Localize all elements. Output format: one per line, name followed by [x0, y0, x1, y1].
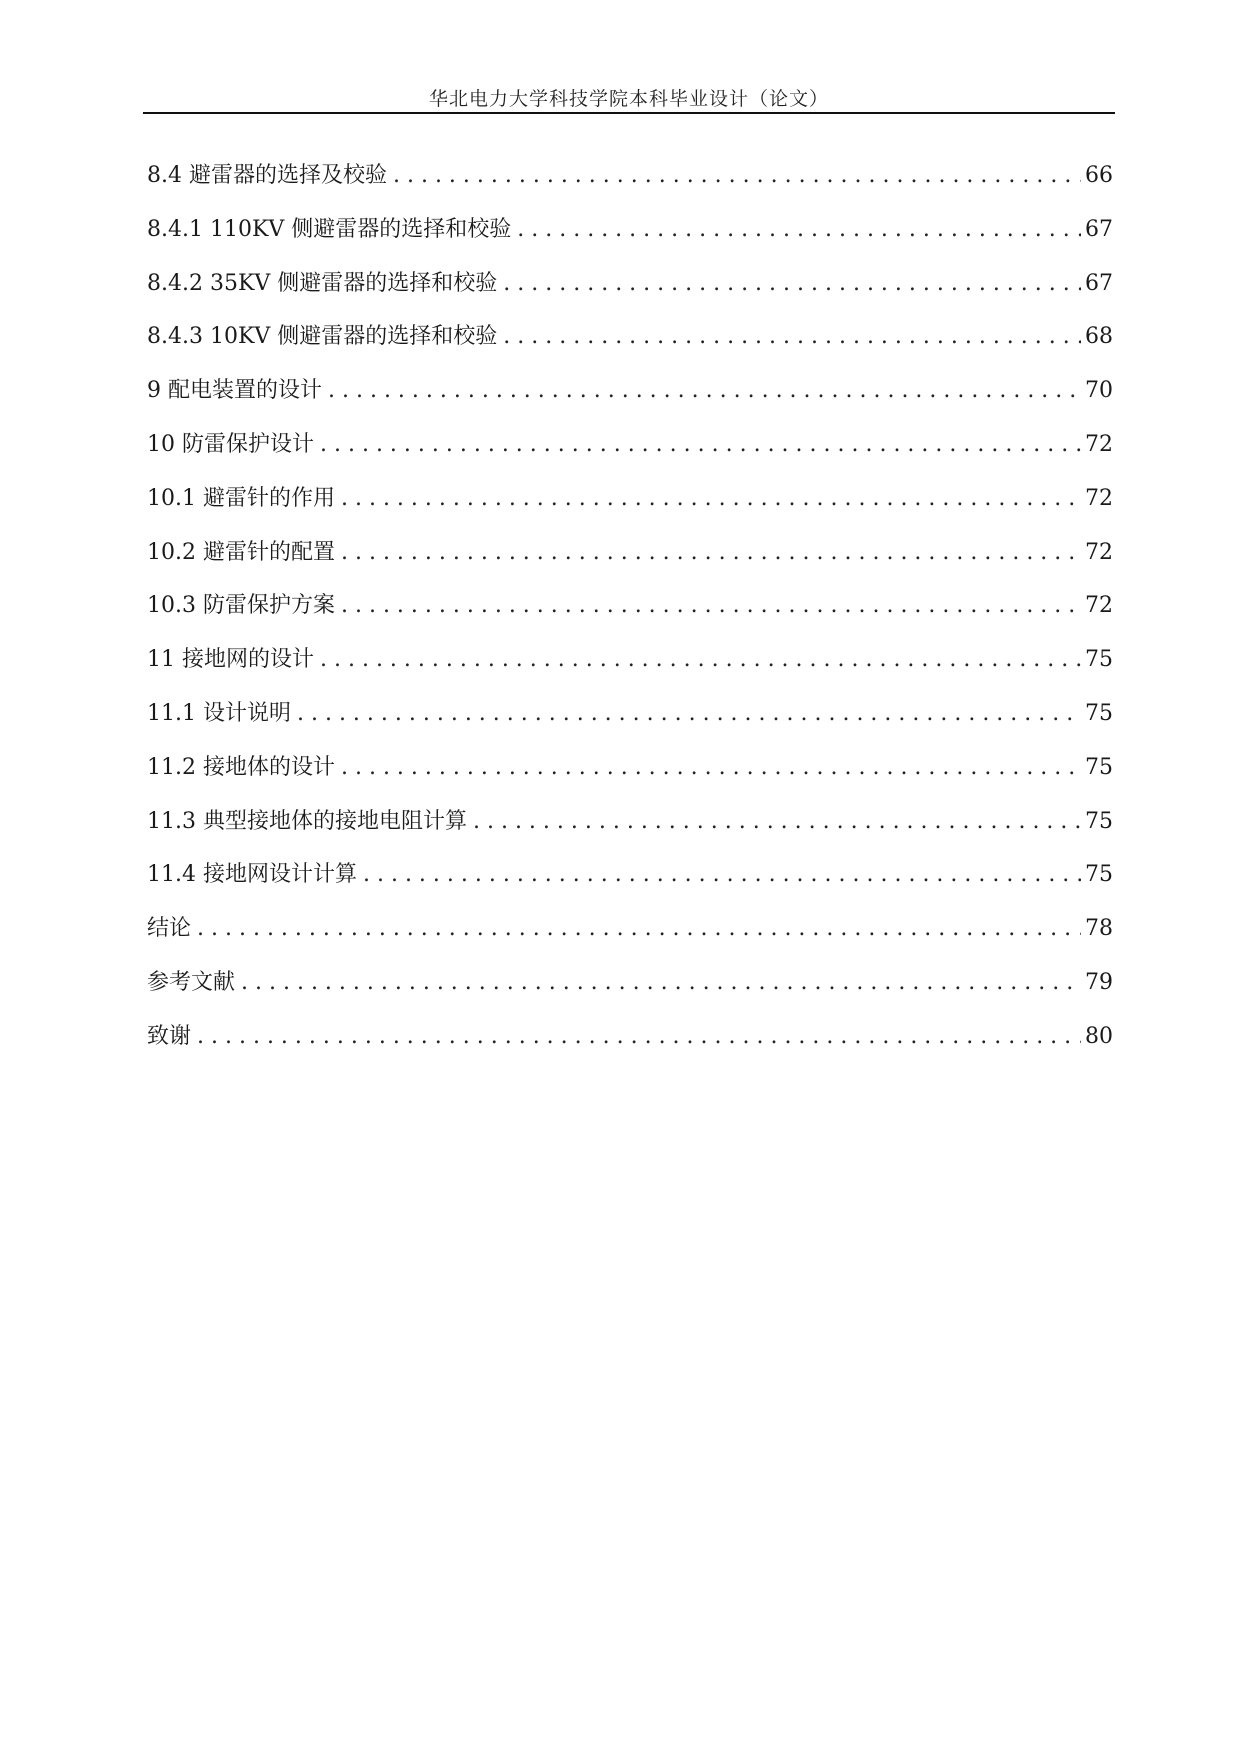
toc-entry-page: 75 [1085, 862, 1113, 888]
toc-entry[interactable] [147, 857, 1113, 911]
toc-entry-page: 78 [1085, 916, 1113, 942]
toc-entry-title: 8.4.3 10KV 侧避雷器的选择和校验 [147, 324, 498, 350]
toc-entry-title: 11.4 接地网设计计算 [147, 862, 357, 888]
toc-dot-leader [341, 486, 1081, 511]
toc-entry-title: 11.2 接地体的设计 [147, 754, 335, 780]
toc-dot-leader [297, 701, 1081, 726]
toc-entry[interactable] [147, 642, 1113, 696]
toc-entry-page: 79 [1085, 969, 1113, 995]
toc-dot-leader [503, 324, 1081, 349]
toc-entry-page: 72 [1085, 485, 1113, 511]
toc-entry-title: 11 接地网的设计 [147, 647, 314, 673]
toc-dot-leader [197, 1024, 1081, 1049]
toc-dot-leader [503, 271, 1081, 296]
toc-entry[interactable] [147, 804, 1113, 858]
toc-entry[interactable] [147, 750, 1113, 804]
toc-dot-leader [473, 809, 1081, 834]
toc-entry-title: 8.4.1 110KV 侧避雷器的选择和校验 [147, 216, 512, 242]
toc-entry[interactable] [147, 1019, 1113, 1073]
toc-entry[interactable] [147, 696, 1113, 750]
toc-dot-leader [517, 217, 1081, 242]
toc-entry-page: 66 [1085, 163, 1113, 188]
toc-entry-page: 67 [1085, 270, 1113, 296]
toc-entry[interactable] [147, 158, 1113, 212]
toc-entry[interactable] [147, 212, 1113, 266]
page-header: 华北电力大学科技学院本科毕业设计（论文） [428, 88, 829, 110]
toc-entry[interactable] [147, 965, 1113, 1019]
toc-dot-leader [393, 163, 1081, 188]
toc-entry-title: 8.4.2 35KV 侧避雷器的选择和校验 [147, 270, 498, 296]
toc-entry-page: 68 [1085, 324, 1113, 350]
toc-dot-leader [241, 970, 1081, 995]
toc-dot-leader [341, 755, 1081, 780]
toc-entry-title: 11.1 设计说明 [147, 700, 291, 726]
toc-entry[interactable] [147, 266, 1113, 320]
toc-entry-page: 72 [1085, 593, 1113, 619]
toc-entry-title: 致谢 [147, 1023, 192, 1049]
toc-entry-title: 结论 [147, 916, 192, 942]
toc-entry-page: 75 [1085, 647, 1113, 673]
toc-entry[interactable] [147, 481, 1113, 535]
toc-entry[interactable] [147, 427, 1113, 481]
toc-entry[interactable] [147, 911, 1113, 965]
toc-entry-title: 参考文献 [147, 969, 236, 995]
toc-dot-leader [328, 378, 1081, 403]
toc-entry-page: 70 [1085, 378, 1113, 404]
toc-entry-title: 10 防雷保护设计 [147, 431, 314, 457]
toc-entry[interactable] [147, 373, 1113, 427]
toc-entry-title: 8.4 避雷器的选择及校验 [147, 163, 387, 188]
toc-dot-leader [197, 916, 1081, 941]
toc-entry-title: 10.2 避雷针的配置 [147, 539, 335, 565]
toc-dot-leader [320, 432, 1081, 457]
toc-entry-page: 72 [1085, 431, 1113, 457]
toc-dot-leader [320, 647, 1081, 672]
toc-entry-title: 10.3 防雷保护方案 [147, 593, 335, 619]
toc-entry-page: 80 [1085, 1023, 1113, 1049]
table-of-contents [147, 158, 1113, 1073]
toc-entry-page: 72 [1085, 539, 1113, 565]
toc-entry-page: 75 [1085, 808, 1113, 834]
toc-entry[interactable] [147, 535, 1113, 589]
toc-entry[interactable] [147, 588, 1113, 642]
toc-dot-leader [341, 540, 1081, 565]
toc-entry[interactable] [147, 319, 1113, 373]
toc-dot-leader [341, 593, 1081, 618]
toc-entry-title: 10.1 避雷针的作用 [147, 485, 335, 511]
toc-entry-title: 11.3 典型接地体的接地电阻计算 [147, 808, 467, 834]
toc-entry-page: 75 [1085, 754, 1113, 780]
header-divider [143, 112, 1115, 114]
toc-entry-page: 75 [1085, 700, 1113, 726]
toc-entry-page: 67 [1085, 216, 1113, 242]
toc-dot-leader [363, 862, 1081, 887]
toc-entry-title: 9 配电装置的设计 [147, 378, 322, 404]
